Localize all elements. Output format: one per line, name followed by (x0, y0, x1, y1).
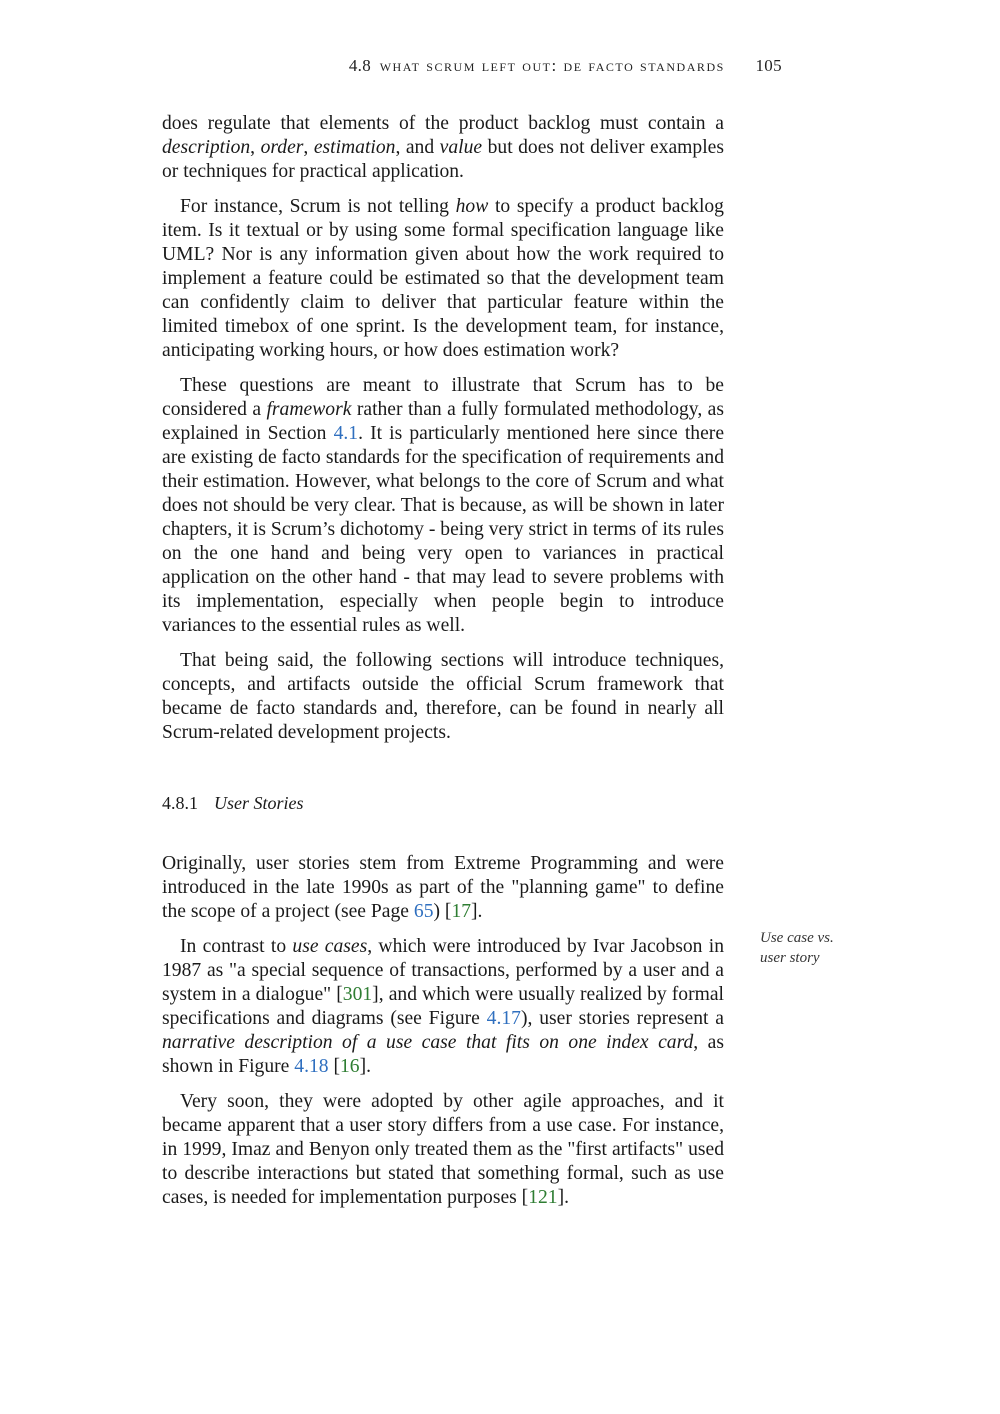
text-run: does regulate that elements of the product backlog must contain a (162, 113, 724, 134)
emphasis: description (162, 137, 251, 158)
emphasis: order (260, 137, 304, 158)
paragraph-5 (162, 852, 724, 924)
text-run: , (303, 137, 314, 158)
paragraph-1 (162, 112, 724, 184)
text-run: ], and which were usually realized by formal specifications and diagrams (see Figure (162, 984, 724, 1029)
text-run: but does not deliver examples or techniques for practical application. (162, 137, 724, 182)
header-section-number: 4.8 (348, 56, 372, 75)
text-run: , (250, 137, 261, 158)
text-run: ) [ (433, 901, 452, 922)
margin-note (760, 928, 870, 968)
paragraph-2 (162, 195, 724, 363)
paragraph-3 (162, 374, 724, 638)
subsection-heading (162, 791, 724, 815)
text-run: , which were introduced by Ivar Jacobson in 1987 as "a special sequence of transactions, performed by a user and a system in a dialogue" [ (162, 936, 724, 1005)
citation-link[interactable]: 16 (340, 1056, 360, 1077)
emphasis: narrative description of a use case that fits on one index card (162, 1032, 694, 1053)
text-run: , as shown in Figure (162, 1032, 724, 1077)
text-run: rather than a fully formulated methodology, as explained in Section (162, 399, 724, 444)
text-run: Originally, user stories stem from Extreme Programming and were introduced in the late 1990s as part of the "planning game" to define the scope of a project (see Page (162, 853, 724, 922)
main-text (162, 112, 724, 1221)
section-link[interactable]: 4.1 (333, 423, 359, 444)
text-run: In contrast to (180, 936, 293, 957)
page-number: 105 (755, 56, 782, 75)
margin-note-line: Use case vs. (760, 930, 834, 946)
text-run: Very soon, they were adopted by other agile approaches, and it became apparent that a user story differs from a use case. For instance, in 1999, Imaz and Benyon only treated them as the "first artifacts" used to describe interactions but stated that something formal, such as use cases, is needed for implementation purposes [ (162, 1091, 724, 1208)
emphasis: use cases (292, 936, 368, 957)
emphasis: framework (266, 399, 352, 420)
header-section-title: what scrum left out: de facto standards (379, 56, 725, 75)
figure-link[interactable]: 4.18 (294, 1056, 329, 1077)
text-run: ]. (557, 1187, 570, 1208)
text-run: ), user stories represent a (520, 1008, 724, 1029)
emphasis: value (439, 137, 483, 158)
text-run: . It is particularly mentioned here since there are existing de facto standards for the specification of requirements and their estimation. However, what belongs to the core of Scrum and what does not should be very clear. That is because, as will be shown in later chapters, it is Scrum’s dichotomy - being very strict in terms of its rules on the one hand and being very open to variances in practical application on the other hand - that may lead to severe problems with its implementation, especially when people begin to introduce variances to the essential rules as well. (162, 423, 725, 636)
text-run: That being said, the following sections will introduce techniques, concepts, and artifacts outside the official Scrum framework that became de facto standards and, therefore, can be found in nearly all Scrum-related development projects. (162, 650, 724, 743)
subsection-title: User Stories (214, 793, 304, 813)
citation-link[interactable]: 121 (528, 1187, 558, 1208)
text-run: [ (328, 1056, 340, 1077)
subsection-number: 4.8.1 (162, 793, 198, 813)
figure-link[interactable]: 4.17 (486, 1008, 521, 1029)
paragraph-4 (162, 649, 724, 745)
text-run: For instance, Scrum is not telling (180, 196, 456, 217)
text-run: to specify a product backlog item. Is it textual or by using some formal specification language like UML? Nor is any information given about how the work required to implement a feature could be estimated so that the development team can confidently claim to deliver that particular feature within the limited timebox of one sprint. Is the development team, for instance, anticipating working hours, or how does estimation work? (162, 196, 724, 361)
paragraph-7 (162, 1090, 724, 1210)
text-run: These questions are meant to illustrate that Scrum has to be considered a (162, 375, 724, 420)
citation-link[interactable]: 301 (342, 984, 373, 1005)
emphasis: how (455, 196, 489, 217)
page-link[interactable]: 65 (413, 901, 434, 922)
text-run: ]. (359, 1056, 372, 1077)
running-header (0, 56, 782, 76)
emphasis: estimation (313, 137, 396, 158)
citation-link[interactable]: 17 (451, 901, 472, 922)
margin-note-line: user story (760, 950, 820, 966)
paragraph-6 (162, 935, 724, 1079)
text-run: ]. (471, 901, 483, 922)
text-run: , and (395, 137, 440, 158)
